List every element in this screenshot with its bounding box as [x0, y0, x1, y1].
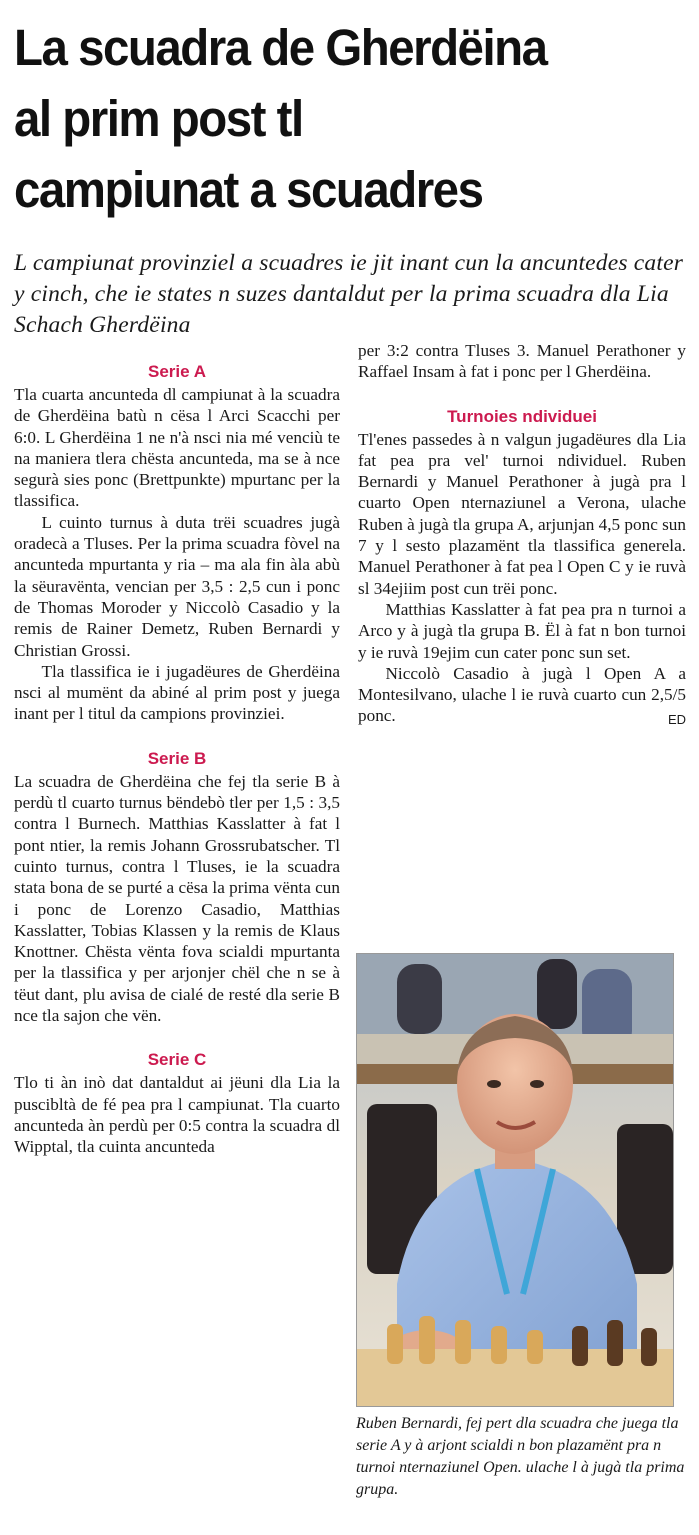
serie-a-paragraph-3: Tla tlassifica ie i jugadëures de Gherdëina nsci al mumënt da abiné al prim post y juega inant per l titul da campions provinziei.: [14, 661, 340, 724]
turnoies-paragraph-3: [358, 663, 686, 727]
subheading-serie-c: Serie C: [147, 1050, 207, 1070]
subheading-serie-a: Serie A: [148, 362, 206, 381]
headline: [14, 12, 642, 225]
turnoies-paragraph-2: Matthias Kasslatter à fat pea pra n turnoi a Arco y à jugà tla grupa B. Ël à fat n bon turnoi y ie ruvà 19ejim cun cater ponc sun set.: [358, 599, 686, 662]
lead-paragraph: L campiunat provinziel a scuadres ie jit inant cun la ancuntedes cater y cinch, che ie states n suzes dantaldut per la prima scuadra dla Lia Schach Gherdëina: [14, 250, 684, 338]
headline-line-3: campiunat a scuadres: [14, 161, 483, 218]
photo-caption: Ruben Bernardi, fej pert dla scuadra che juega tla serie A y à arjont scialdi n bon plazamënt pra n turnoi nternaziunel Open. ulache l à jugà tla prima grupa.: [356, 1415, 685, 1498]
left-column: [14, 360, 340, 1158]
turnoies-paragraph-1: Tl'enes passedes à n valgun jugadëures dla Lia fat pea pra vel' turnoi ndividuel. Ruben Bernardi y Manuel Perathoner à jugà pra l cuarto Open nternaziunel a Verona, ulache Ruben à jugà tla grupa A, arjunjan 4,5 ponc sun 7 y l sesto plazamënt tla tlassifica generela. Manuel Perathoner à fat pea l Open C y ie ruvà sl 34ejiim post cun trëi ponc.: [358, 429, 686, 598]
subheading-turnoies: Turnoies ndividuei: [447, 406, 597, 426]
photo-ruben-bernardi: [356, 953, 674, 1407]
serie-b-paragraph-1: La scuadra de Gherdëina che fej tla serie B à perdù tl cuarto turnus bëndebò tler per 1,5 : 3,5 contra l Burnech. Matthias Kasslatter à fat l pont ntier, la remis Johann Grossrubatscher. Tl cuinto turnus, contra l Tluses, ie la scuadra stata bona de se purté a cësa la prima vënta cun i ponc de Lorenzo Casadio, Matthias Kasslatter, Tobias Klassen y la remis de Klaus Knottner. Chësta vënta fova scialdi mpurtanta per la tlassifica y per arjonjer chël che n se à tëut dant, plu avisa de cialé de resté dla serie B nce tla sajon che vën.: [14, 771, 340, 1026]
subheading-serie-b: Serie B: [147, 748, 207, 768]
right-column: [358, 340, 686, 731]
headline-line-1: La scuadra de Gherdëina: [14, 19, 547, 76]
serie-c-paragraph-1: Tlo ti àn inò dat dantaldut ai jëuni dla Lia la puscibltà de fé pea pra l campiunat. Tla cuarto ancunteda àn perdù per 0:5 contra la scuadra dl Wipptal, tla cuinta ancunteda: [14, 1073, 340, 1157]
photo-illustration: [357, 954, 673, 1406]
serie-a-paragraph-1: Tla cuarta ancunteda dl campiunat à la scuadra de Gherdëina batù n cësa l Arci Scacchi per 6:0. L Gherdëina 1 ne n'à nsci nia mé venciù te na maniera tlera chësta ancunteda, ma se à nce segurà sies ponc (Brettpunkte) mpurtanc per la tlassifica.: [14, 385, 340, 511]
headline-line-2: al prim post tl: [14, 90, 303, 147]
serie-a-paragraph-2: L cuinto turnus à duta trëi scuadres jugà oradecà a Tluses. Per la prima scuadra fòvel na ancunteda mpurtanta y ria – ma ala fin àla abù la sëuravënta, vencian per 3,5 : 2,5 cun i ponc de Thomas Moroder y Niccolò Casadio y la remis de Rainer Demetz, Ruben Bernardi y Christian Grossi.: [14, 512, 340, 660]
author-signature: ED: [667, 712, 686, 728]
serie-c-paragraph-continued: per 3:2 contra Tluses 3. Manuel Perathoner y Raffael Insam à fat i ponc per l Gherdëina.: [358, 341, 686, 382]
turnoies-paragraph-3-text: Niccolò Casadio à jugà l Open A a Montesilvano, ulache l ie ruvà cuarto cun 2,5/5 ponc.: [358, 663, 686, 726]
